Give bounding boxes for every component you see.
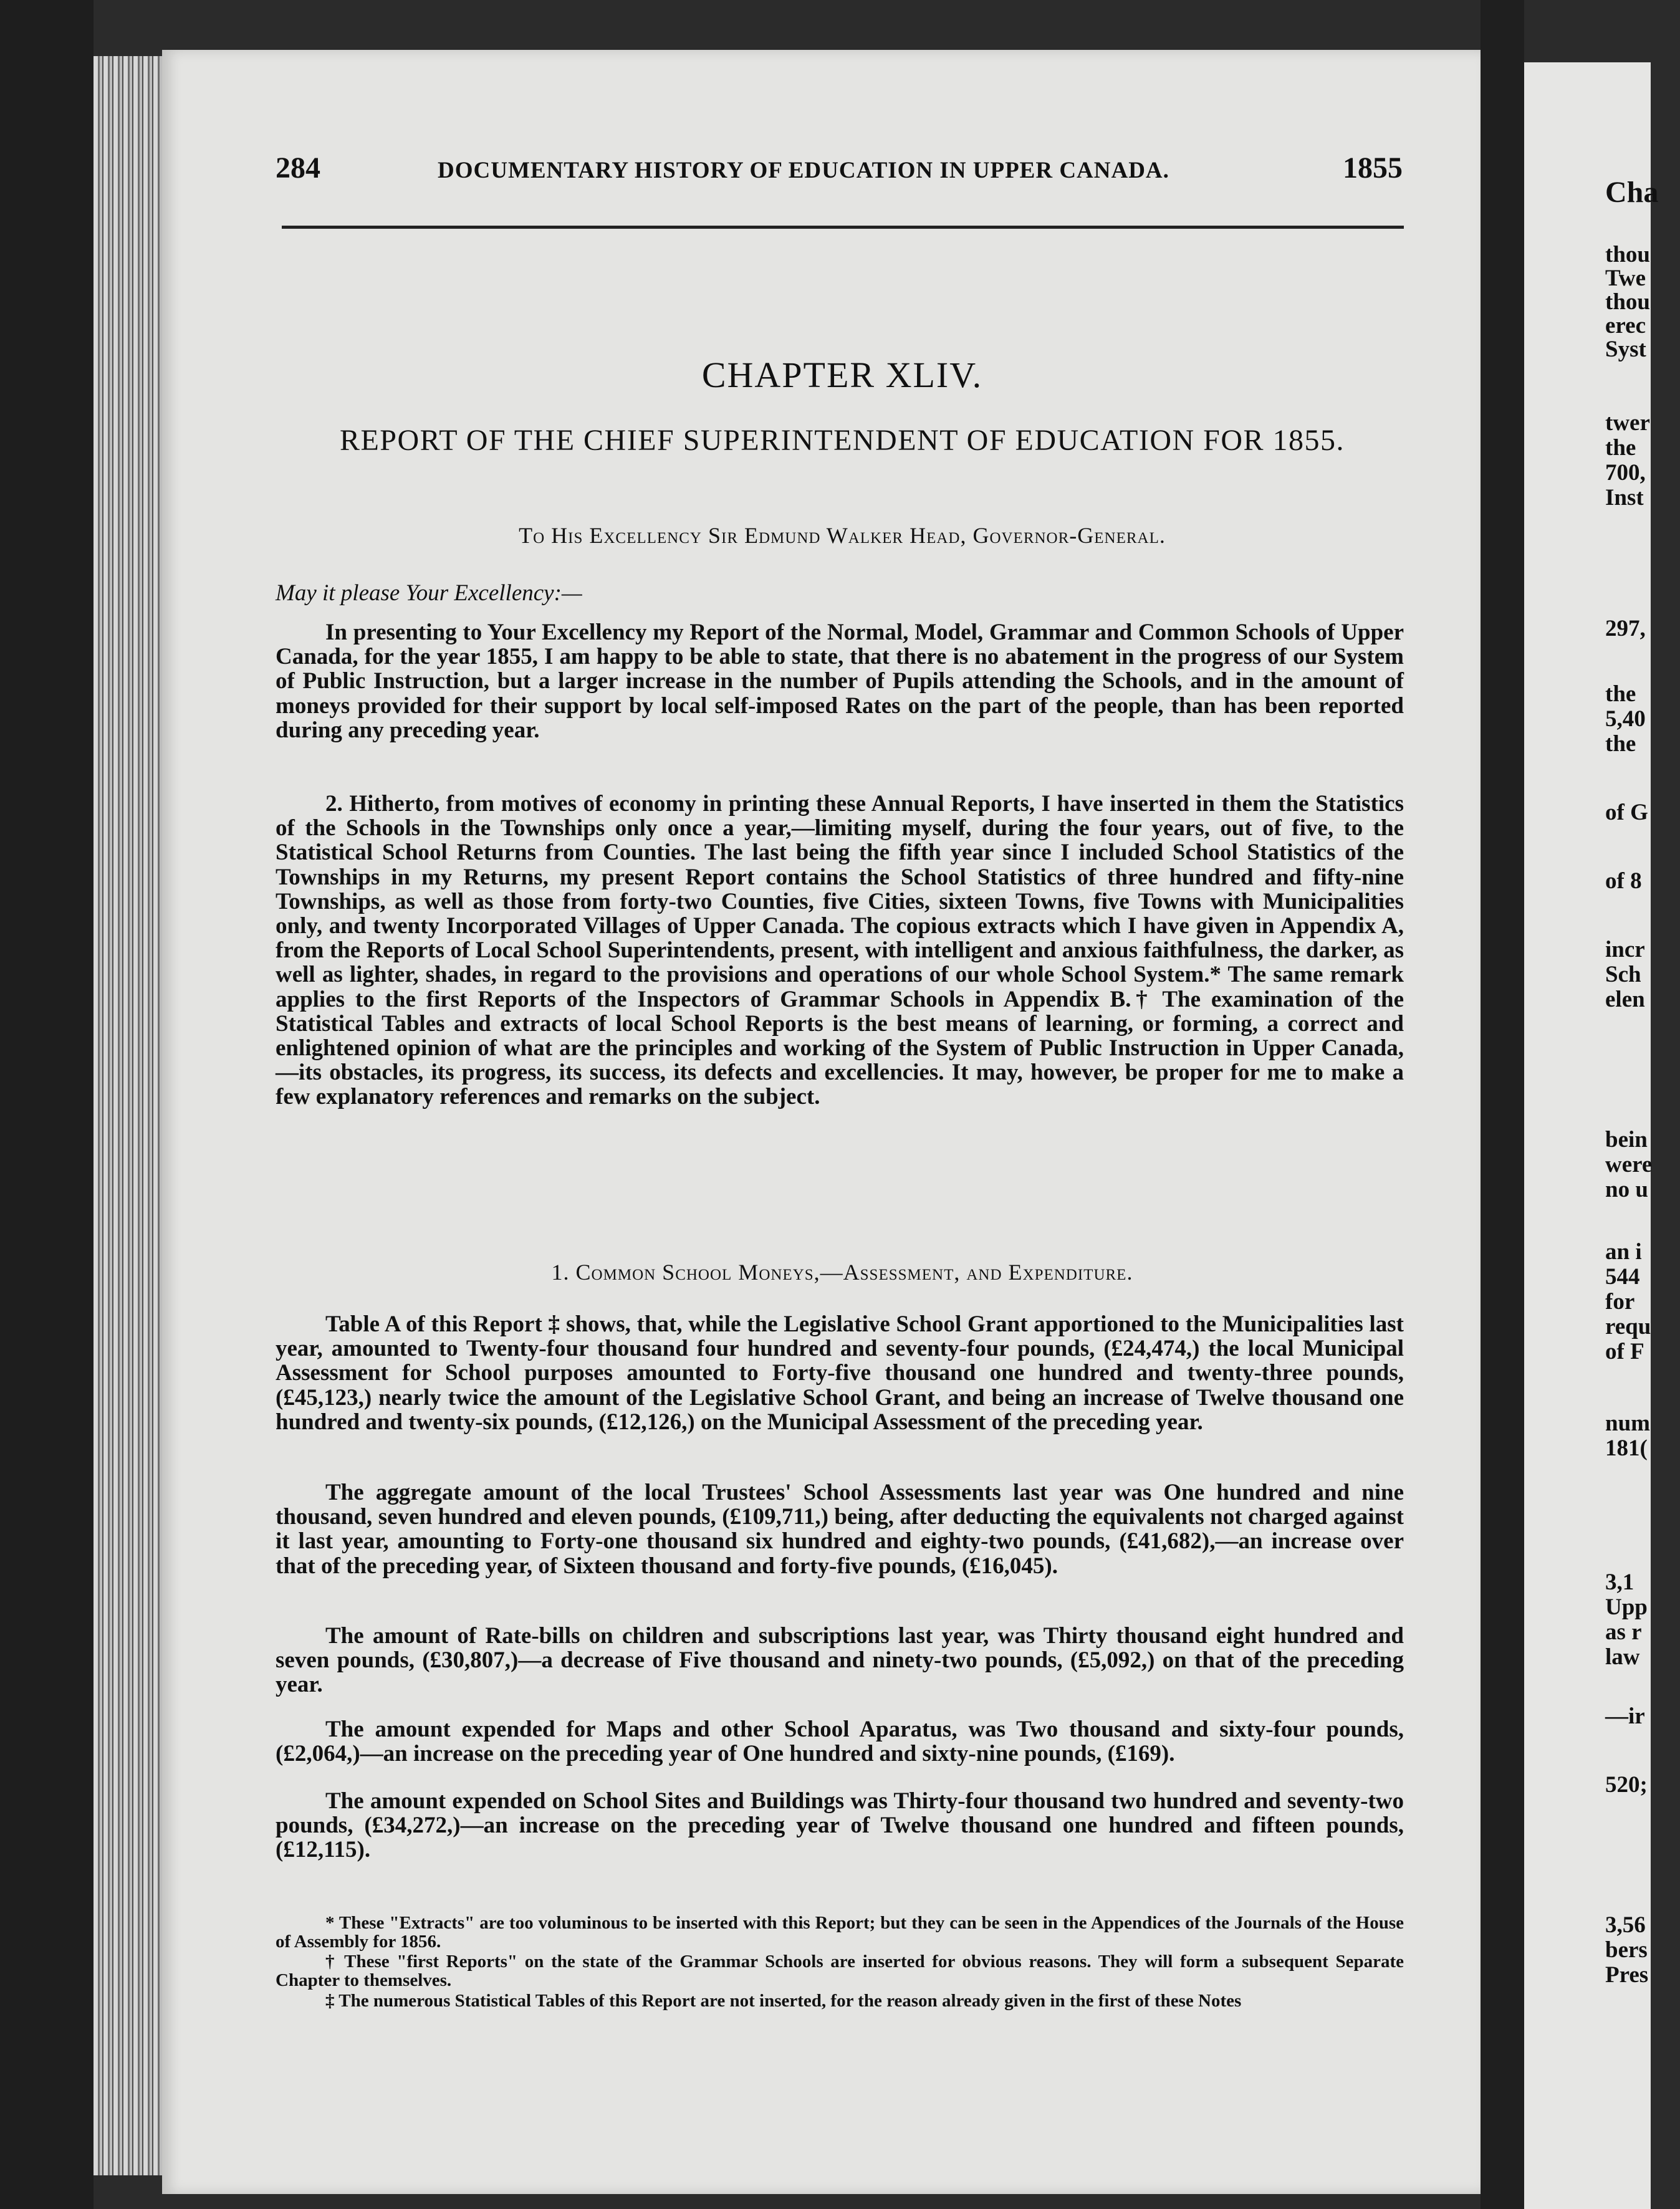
right-page-line: bers bbox=[1605, 1937, 1648, 1963]
right-page-line: 520; bbox=[1605, 1772, 1648, 1798]
right-page-line: for bbox=[1605, 1289, 1635, 1315]
right-page-line: 5,40 bbox=[1605, 706, 1646, 732]
right-page-line: num bbox=[1605, 1411, 1650, 1436]
right-page-line: Syst bbox=[1605, 337, 1646, 362]
header-rule bbox=[282, 226, 1404, 229]
right-page-line: Sch bbox=[1605, 962, 1641, 987]
right-page-line: Pres bbox=[1605, 1962, 1649, 1988]
right-page-line: were bbox=[1605, 1152, 1653, 1177]
right-page-line: incr bbox=[1605, 937, 1645, 962]
right-page-line: an i bbox=[1605, 1239, 1642, 1265]
right-page-line: 3,1 bbox=[1605, 1569, 1634, 1595]
page-edges bbox=[94, 56, 165, 2175]
right-page-line: of F bbox=[1605, 1339, 1644, 1364]
right-page-line: as r bbox=[1605, 1619, 1642, 1645]
right-page-line: erec bbox=[1605, 313, 1646, 338]
right-page-line: requ bbox=[1605, 1314, 1651, 1339]
right-page-line: Upp bbox=[1605, 1594, 1648, 1620]
report-title: REPORT OF THE CHIEF SUPERINTENDENT OF EDUCATION FOR 1855. bbox=[339, 424, 1345, 457]
paragraph: In presenting to Your Excellency my Report of the Normal, Model, Grammar and Common Schools of Upper Canada, for the year 1855, I am happy to be able to state, that there is no abatement in the progress of our System of Public Instruction, but a larger increase in the number of Pupils attending the Schools, and in the amount of moneys provided for their support by local self-imposed Rates on the part of the people, than has been reported during any preceding year. bbox=[276, 620, 1404, 743]
paragraph: The amount of Rate-bills on children and subscriptions last year, was Thirty thousand eight hundred and seven pounds, (£30,807,)—a decrease of Five thousand and ninety-two pounds, (£5,092,) on that of the preceding year. bbox=[276, 1623, 1404, 1698]
right-page-line: 3,56 bbox=[1605, 1912, 1646, 1938]
right-page-line: thou bbox=[1605, 289, 1650, 315]
footnote: † These "first Reports" on the state of the Grammar Schools are inserted for obvious reasons. They will form a subsequent Separate Chapter to themselves. bbox=[276, 1952, 1404, 1990]
right-page-line: Twe bbox=[1605, 266, 1646, 291]
right-page-line: of 8 bbox=[1605, 868, 1642, 894]
right-page-line: elen bbox=[1605, 987, 1645, 1012]
section-heading: 1. Common School Moneys,—Assessment, and Expenditure. bbox=[551, 1260, 1133, 1285]
right-page-line: thou bbox=[1605, 242, 1650, 267]
right-page-line: twer bbox=[1605, 410, 1650, 436]
salutation: May it please Your Excellency:— bbox=[276, 580, 582, 606]
paragraph: The amount expended on School Sites and Buildings was Thirty-four thousand two hundred and seventy-two pounds, (£34,272,)—an increase on the preceding year of Twelve thousand one hundred and fifteen pounds, (£12,115). bbox=[276, 1788, 1404, 1863]
right-page-line: bein bbox=[1605, 1127, 1648, 1152]
right-page-line: —ir bbox=[1605, 1703, 1645, 1729]
running-title: DOCUMENTARY HISTORY OF EDUCATION IN UPPER CANADA. bbox=[438, 158, 1169, 183]
film-border bbox=[0, 0, 94, 2209]
paragraph: 2. Hitherto, from motives of economy in printing these Annual Reports, I have inserted in them the Statistics of the Schools in the Townships only once a year,—limiting myself, during the four years, out of five, to the Statistical School Returns from Counties. The last being the fifth year since I included School Statistics of the Townships in my Returns, my present Report contains the School Statistics of three hundred and fifty-nine Townships, as well as those from forty-two Counties, five Cities, sixteen Towns, five Towns with Municipalities only, and twenty Incorporated Villages of Upper Canada. The copious extracts which I have given in Appendix A, from the Reports of Local School Superintendents, present, with intelligent and anxious faithfulness, the darker, as well as lighter, shades, in regard to the provisions and operations of our whole School System.* The same remark applies to the first Reports of the Inspectors of Grammar Schools in Appendix B.† The examination of the Statistical Tables and extracts of local School Reports is the best means of learning, or forming, a correct and enlightened opinion of what are the principles and working of the System of Public Instruction in Upper Canada,—its obstacles, its progress, its success, its defects and excellencies. It may, however, be proper for me to make a few explanatory references and remarks on the subject. bbox=[276, 791, 1404, 1110]
running-head bbox=[276, 151, 1409, 194]
right-page-line: 297, bbox=[1605, 616, 1646, 641]
right-page-line: of G bbox=[1605, 800, 1648, 825]
book-gutter bbox=[1481, 0, 1524, 2209]
right-page-line: no u bbox=[1605, 1177, 1648, 1202]
right-page-line: Inst bbox=[1605, 485, 1644, 510]
right-page-line: the bbox=[1605, 435, 1636, 461]
footnote: * These "Extracts" are too voluminous to be inserted with this Report; but they can be seen in the Appendices of the Journals of the House of Assembly for 1856. bbox=[276, 1913, 1404, 1952]
right-page-line: the bbox=[1605, 731, 1636, 757]
right-page-line: 700, bbox=[1605, 460, 1646, 486]
running-year: 1855 bbox=[1343, 151, 1403, 184]
paragraph: The aggregate amount of the local Trustees' School Assessments last year was One hundred and nine thousand, seven hundred and eleven pounds, (£109,711,) being, after deducting the equivalents not charged against it last year, amounting to Forty-one thousand six hundred and eighty-two pounds, (£41,682),—an increase over that of the preceding year, of Sixteen thousand and forty-five pounds, (£16,045). bbox=[276, 1480, 1404, 1579]
right-page-line: law bbox=[1605, 1644, 1640, 1670]
right-page-line: 181( bbox=[1605, 1435, 1648, 1461]
footnote: ‡ The numerous Statistical Tables of this Report are not inserted, for the reason already given in the first of these Notes bbox=[325, 1991, 1242, 2011]
paragraph: Table A of this Report ‡ shows, that, while the Legislative School Grant apportioned to the Municipalities last year, amounted to Twenty-four thousand four hundred and seventy-four pounds, (£24,474,) the local Municipal Assessment for School purposes amounted to Forty-five thousand one hundred and twenty-three pounds, (£45,123,) nearly twice the amount of the Legislative School Grant, and being an increase of Twelve thousand one hundred and twenty-six pounds, (£12,126,) on the Municipal Assessment of the preceding year. bbox=[276, 1311, 1404, 1435]
right-page-line: the bbox=[1605, 681, 1636, 707]
right-page-fragment bbox=[1524, 62, 1659, 2209]
paragraph: The amount expended for Maps and other School Aparatus, was Two thousand and sixty-four pounds, (£2,064,)—an increase on the preceding year of One hundred and sixty-nine pounds, (£169). bbox=[276, 1717, 1404, 1767]
right-page-head: Cha bbox=[1605, 176, 1659, 209]
address-line: To His Excellency Sir Edmund Walker Head, Governor-General. bbox=[519, 523, 1166, 548]
chapter-title: CHAPTER XLIV. bbox=[701, 355, 983, 395]
right-page-line: 544 bbox=[1605, 1264, 1640, 1290]
page-number: 284 bbox=[276, 151, 320, 184]
